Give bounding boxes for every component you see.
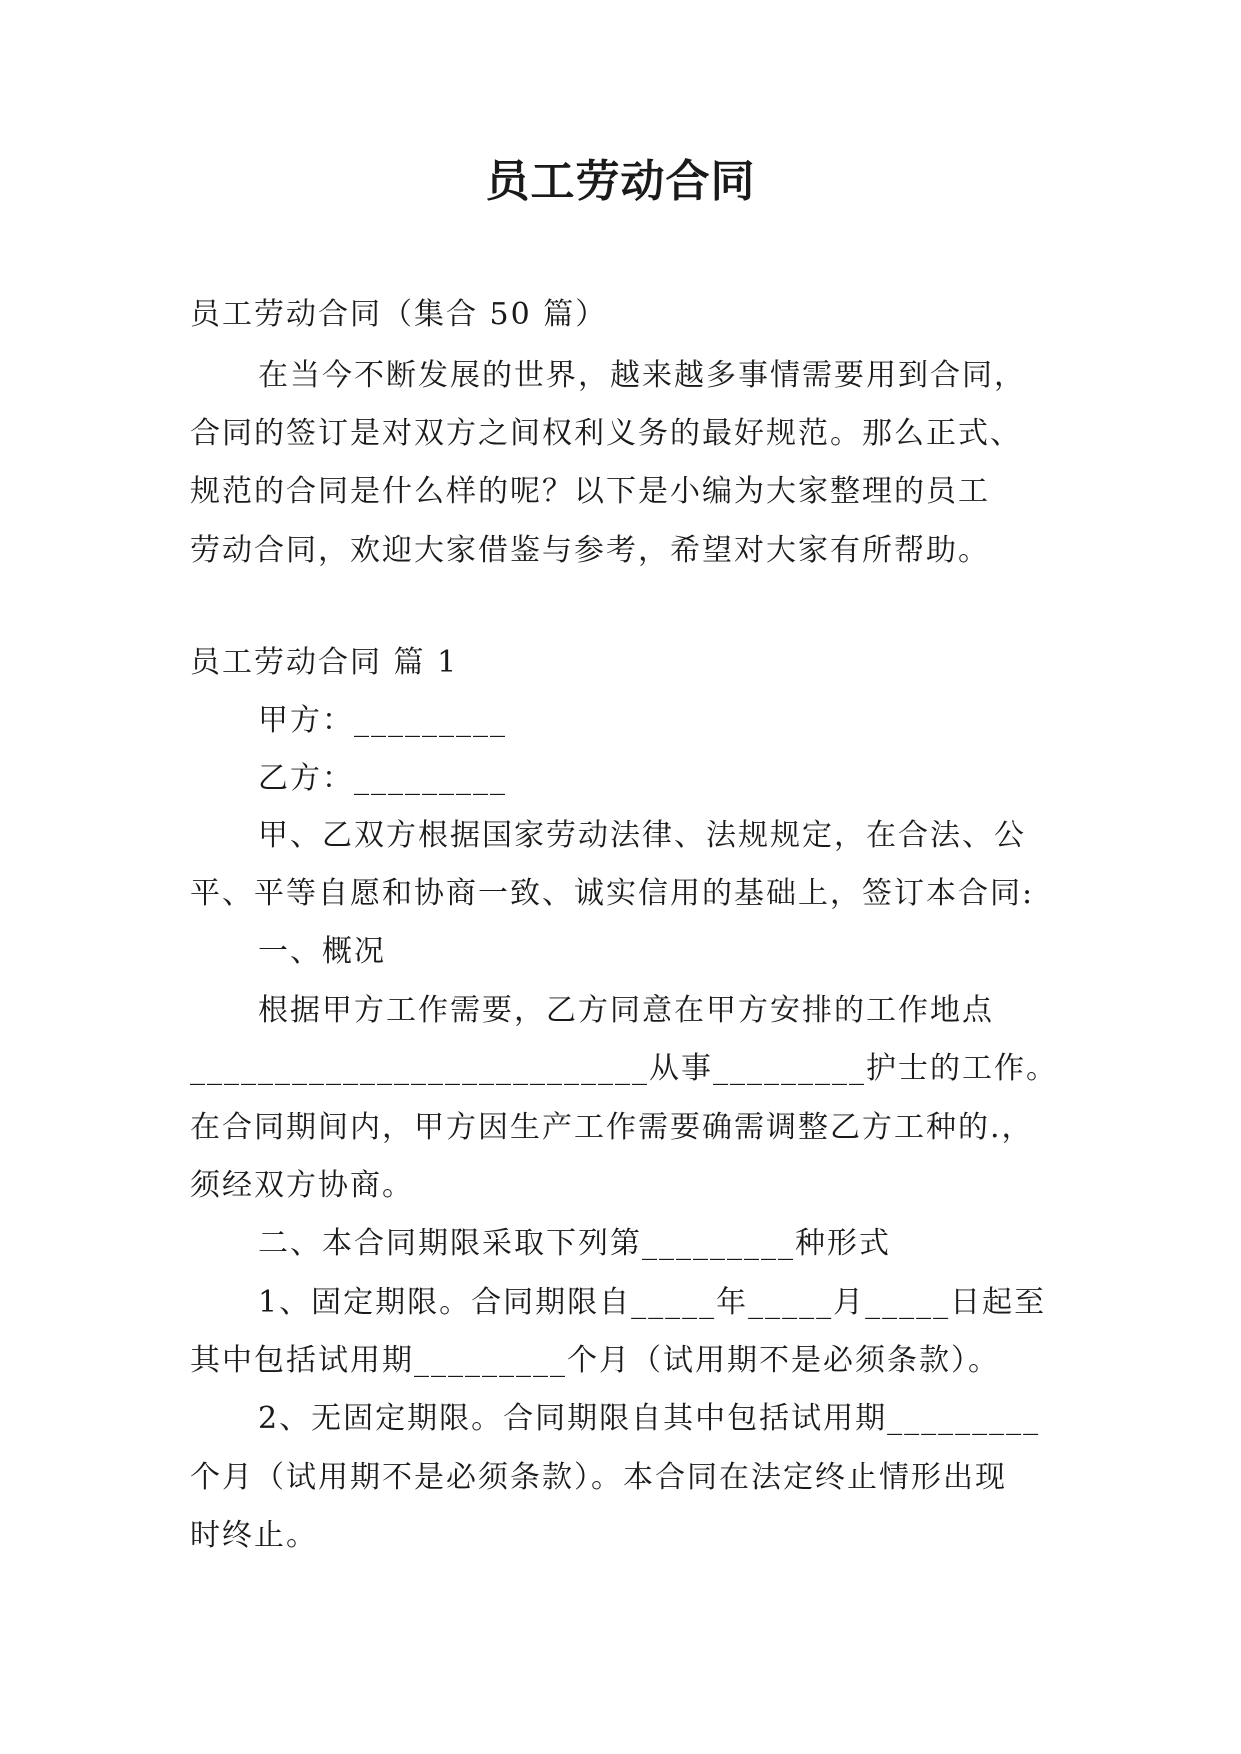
collection-heading: 员工劳动合同（集合 50 篇）	[190, 297, 608, 332]
body-line: 2、无固定期限。合同期限自其中包括试用期_________	[258, 1401, 1041, 1436]
body-line: 时终止。	[190, 1518, 318, 1553]
body-line: ___________________________从事_________护士的工作。	[190, 1051, 1058, 1086]
clause-heading: 一、概况	[258, 934, 386, 969]
body-line: 其中包括试用期_________个月（试用期不是必须条款）。	[190, 1343, 1000, 1378]
body-line: 平、平等自愿和协商一致、诚实信用的基础上，签订本合同:	[190, 876, 1035, 911]
section-heading: 员工劳动合同 篇 1	[190, 645, 459, 680]
intro-line-1: 在当今不断发展的世界，越来越多事情需要用到合同，	[258, 358, 1026, 393]
party-a-line: 甲方：_________	[258, 703, 507, 738]
body-line: 须经双方协商。	[190, 1168, 414, 1203]
intro-line-3: 规范的合同是什么样的呢？以下是小编为大家整理的员工	[190, 474, 990, 509]
body-line: 在合同期间内，甲方因生产工作需要确需调整乙方工种的.，	[190, 1110, 1034, 1145]
body-line: 根据甲方工作需要，乙方同意在甲方安排的工作地点	[258, 993, 994, 1028]
document-title: 员工劳动合同	[485, 156, 756, 207]
body-line: 甲、乙双方根据国家劳动法律、法规规定，在合法、公	[258, 818, 1026, 853]
clause-heading: 二、本合同期限采取下列第_________种形式	[258, 1226, 891, 1261]
party-b-line: 乙方：_________	[258, 761, 507, 796]
body-line: 1、固定期限。合同期限自_____年_____月_____日起至	[258, 1285, 1047, 1320]
intro-line-2: 合同的签订是对双方之间权利义务的最好规范。那么正式、	[190, 416, 1022, 451]
body-line: 个月（试用期不是必须条款）。本合同在法定终止情形出现	[190, 1460, 1007, 1495]
intro-line-4: 劳动合同，欢迎大家借鉴与参考，希望对大家有所帮助。	[190, 533, 990, 568]
